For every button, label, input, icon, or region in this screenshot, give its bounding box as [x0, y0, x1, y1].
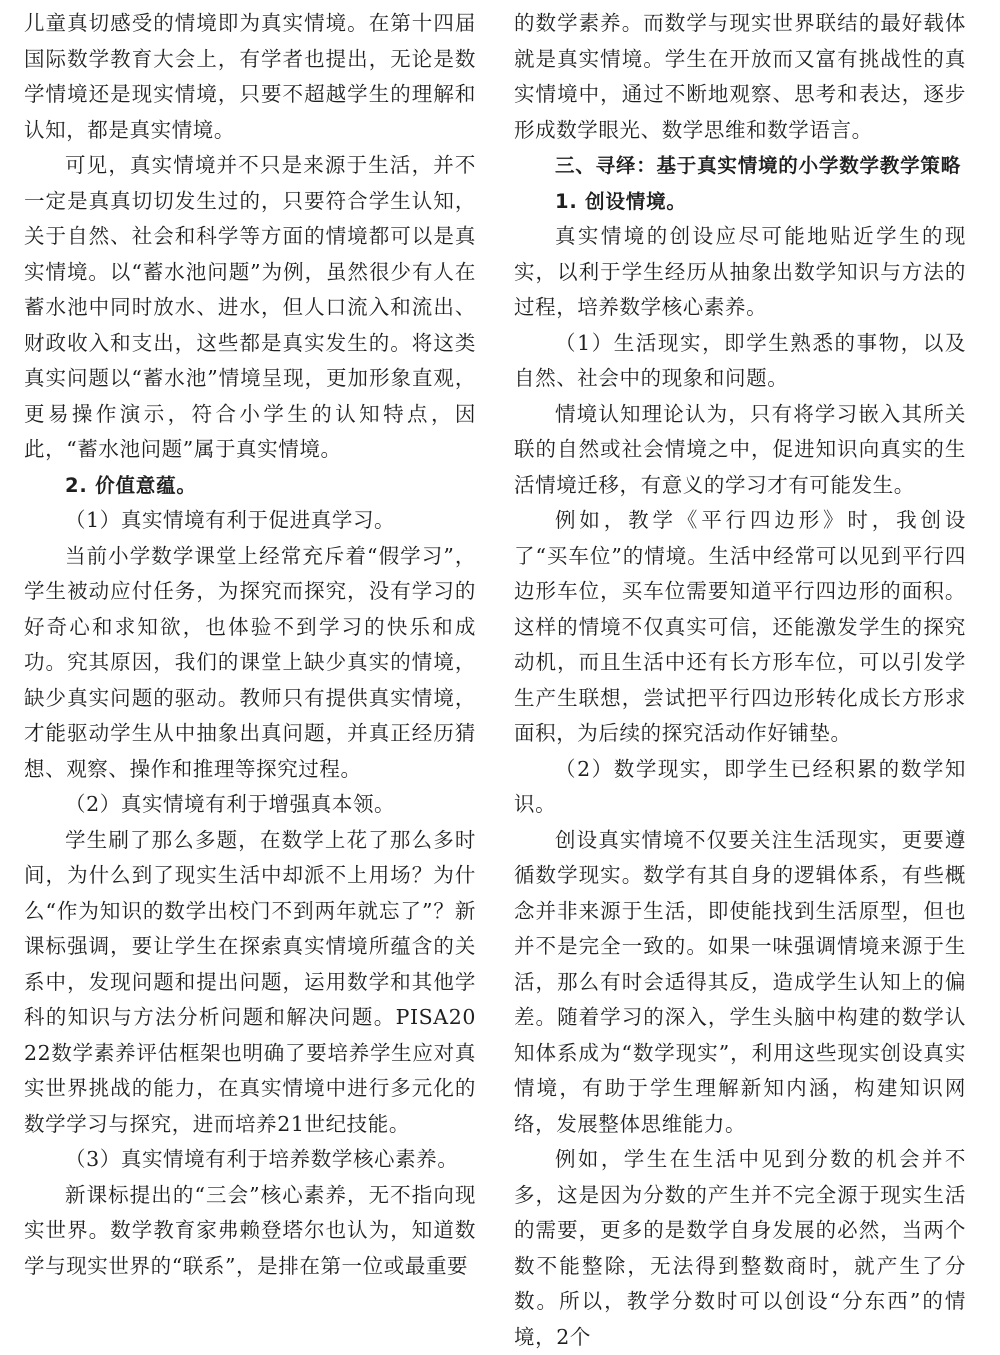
- paragraph: （3）真实情境有利于培养数学核心素养。: [65, 1147, 459, 1171]
- paragraph: 新课标提出的“三会”核心素养，无不指向现实世界。数学教育家弗赖登塔尔也认为，知道数学与现实世界的“联系”，是排在第一位或最重要: [24, 1182, 476, 1278]
- paragraph: 情境认知理论认为，只有将学习嵌入其所关联的自然或社会情境之中，促进知识向真实的生活情境迁移，有意义的学习才有可能发生。: [514, 401, 966, 497]
- left-column: [24, 6, 476, 1284]
- paragraph: （2）数学现实，即学生已经积累的数学知识。: [514, 756, 966, 816]
- paragraph: 学生刷了那么多题，在数学上花了那么多时间，为什么到了现实生活中却派不上用场？为什么“作为知识的数学出校门不到两年就忘了”？新课标强调，要让学生在探索真实情境所蕴含的关系中，发现问题和提出问题，运用数学和其他学科的知识与方法分析问题和解决问题。PISA2022数学素养评估框架也明确了要培养学生应对真实世界挑战的能力，在真实情境中进行多元化的数学学习与探究，进而培养21世纪技能。: [24, 827, 476, 1136]
- paragraph: 可见，真实情境并不只是来源于生活，并不一定是真真切切发生过的，只要符合学生认知，关于自然、社会和科学等方面的情境都可以是真实情境。以“蓄水池问题”为例，虽然很少有人在蓄水池中同时放水、进水，但人口流入和流出、财政收入和支出，这些都是真实发生的。将这类真实问题以“蓄水池”情境呈现，更加形象直观，更易操作演示，符合小学生的认知特点，因此，“蓄水池问题”属于真实情境。: [24, 153, 476, 461]
- right-column: [514, 6, 966, 1355]
- paragraph: 例如，学生在生活中见到分数的机会并不多，这是因为分数的产生并不完全源于现实生活的需要，更多的是数学自身发展的必然，当两个数不能整除，无法得到整数商时，就产生了分数。所以，教学分数时可以创设“分东西”的情境，2个: [514, 1147, 966, 1349]
- paragraph: （1）生活现实，即学生熟悉的事物，以及自然、社会中的现象和问题。: [514, 330, 966, 390]
- subsection-heading: 2. 价值意蕴。: [65, 473, 197, 497]
- paragraph: 例如，教学《平行四边形》时，我创设了“买车位”的情境。生活中经常可以见到平行四边形车位，买车位需要知道平行四边形的面积。这样的情境不仅真实可信，还能激发学生的探究动机，而且生活中还有长方形车位，可以引发学生产生联想，尝试把平行四边形转化成长方形求面积，为后续的探究活动作好铺垫。: [514, 508, 966, 745]
- paragraph: 的数学素养。而数学与现实世界联结的最好载体就是真实情境。学生在开放而又富有挑战性的真实情境中，通过不断地观察、思考和表达，逐步形成数学眼光、数学思维和数学语言。: [514, 11, 966, 142]
- section-heading: 三、寻绎：基于真实情境的小学数学教学策略: [555, 154, 962, 177]
- paragraph: （1）真实情境有利于促进真学习。: [65, 508, 396, 532]
- subsection-heading: 1. 创设情境。: [555, 189, 687, 213]
- paragraph: 创设真实情境不仅要关注生活现实，更要遵循数学现实。数学有其自身的逻辑体系，有些概念并非来源于生活，即使能找到生活原型，但也并不是完全一致的。如果一味强调情境来源于生活，那么有时会适得其反，造成学生认知上的偏差。随着学习的深入，学生头脑中构建的数学认知体系成为“数学现实”，利用这些现实创设真实情境，有助于学生理解新知内涵，构建知识网络，发展整体思维能力。: [514, 827, 966, 1136]
- paragraph: （2）真实情境有利于增强真本领。: [65, 792, 396, 816]
- paragraph: 真实情境的创设应尽可能地贴近学生的现实，以利于学生经历从抽象出数学知识与方法的过程，培养数学核心素养。: [514, 224, 966, 319]
- paragraph: 儿童真切感受的情境即为真实情境。在第十四届国际数学教育大会上，有学者也提出，无论是数学情境还是现实情境，只要不超越学生的理解和认知，都是真实情境。: [24, 11, 476, 142]
- paragraph: 当前小学数学课堂上经常充斥着“假学习”，学生被动应付任务，为探究而探究，没有学习的好奇心和求知欲，也体验不到学习的快乐和成功。究其原因，我们的课堂上缺少真实的情境，缺少真实问题的驱动。教师只有提供真实情境，才能驱动学生从中抽象出真问题，并真正经历猜想、观察、操作和推理等探究过程。: [24, 543, 476, 781]
